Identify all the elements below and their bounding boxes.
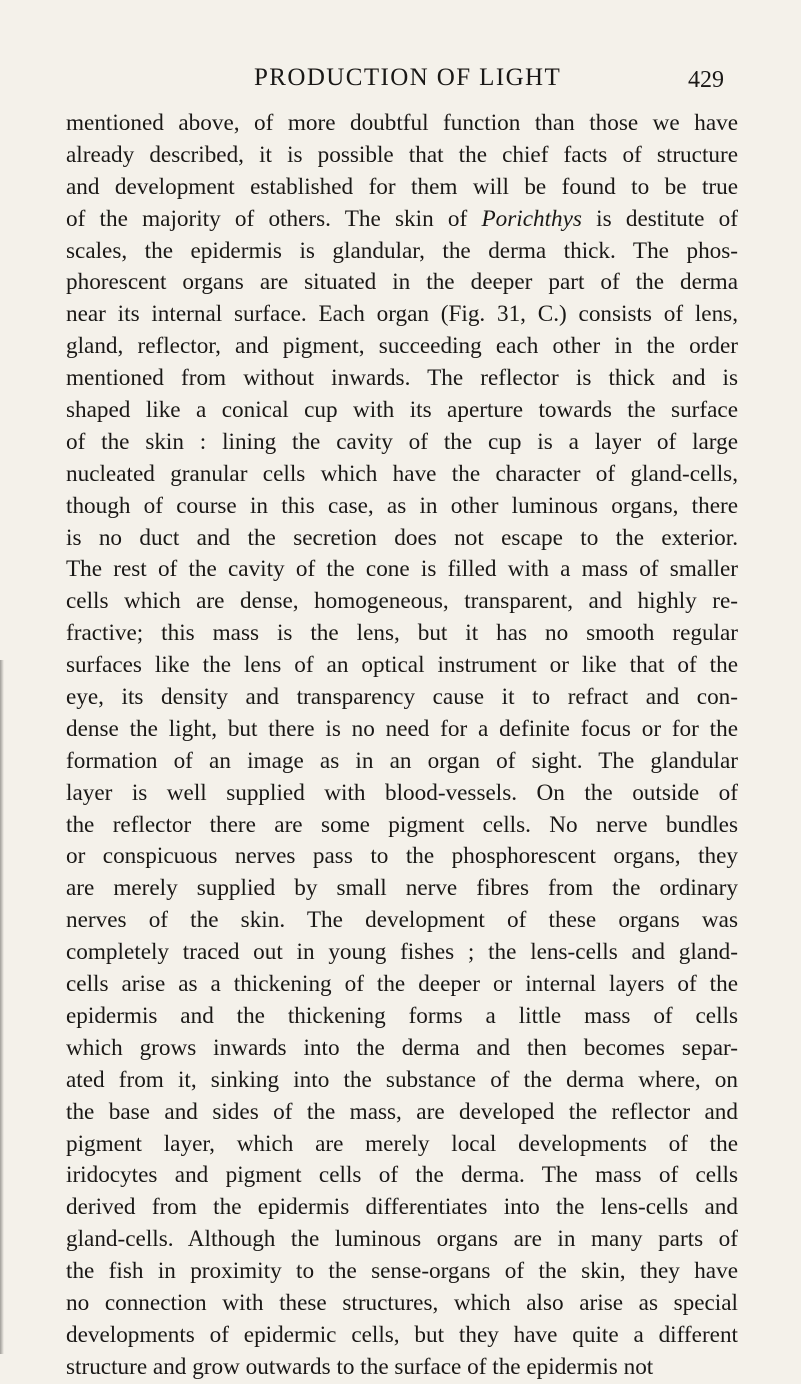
text-line: formation of an image as in an organ of sight. The glandular xyxy=(66,747,738,774)
text-line: the reflector there are some pigment cells. No nerve bundles xyxy=(66,811,738,838)
body-text xyxy=(66,108,738,1384)
page-edge-shadow xyxy=(0,660,4,1354)
text-line: dense the light, but there is no need for a definite focus or for the xyxy=(66,715,738,742)
text-line: mentioned from without inwards. The reflector is thick and is xyxy=(66,365,738,392)
text-line: fractive; this mass is the lens, but it has no smooth regular xyxy=(66,620,738,647)
line-segment: of the majority of others. The skin of xyxy=(66,205,482,232)
text-line: developments of epidermic cells, but they have quite a different xyxy=(66,1321,738,1348)
text-line: the base and sides of the mass, are developed the reflector and xyxy=(66,1098,738,1125)
text-line: ated from it, sinking into the substance of the derma where, on xyxy=(66,1066,738,1093)
text-line: already described, it is possible that the chief facts of structure xyxy=(66,141,738,168)
text-line: shaped like a conical cup with its aperture towards the surface xyxy=(66,397,738,424)
text-line: the fish in proximity to the sense-organs of the skin, they have xyxy=(66,1258,738,1285)
text-line: though of course in this case, as in other luminous organs, there xyxy=(66,492,738,519)
text-line: cells which are dense, homogeneous, transparent, and highly re- xyxy=(66,588,738,615)
text-line: eye, its density and transparency cause it to refract and con- xyxy=(66,684,738,711)
text-line: The rest of the cavity of the cone is filled with a mass of smaller xyxy=(66,556,738,583)
text-line: and development established for them will be found to be true xyxy=(66,173,738,200)
text-line: completely traced out in young fishes ; the lens-cells and gland- xyxy=(66,939,738,966)
text-line: nerves of the skin. The development of these organs was xyxy=(66,907,738,934)
text-line: epidermis and the thickening forms a little mass of cells xyxy=(66,1002,738,1029)
text-line: iridocytes and pigment cells of the derma. The mass of cells xyxy=(66,1162,738,1189)
text-line: derived from the epidermis differentiates into the lens-cells and xyxy=(66,1194,738,1221)
page-number: 429 xyxy=(688,67,724,93)
text-line: which grows inwards into the derma and then becomes separ- xyxy=(66,1034,738,1061)
text-line: is no duct and the secretion does not escape to the exterior. xyxy=(66,524,738,551)
text-line xyxy=(66,204,738,236)
text-line: gland-cells. Although the luminous organs are in many parts of xyxy=(66,1226,738,1253)
text-line: phorescent organs are situated in the deeper part of the derma xyxy=(66,269,738,296)
text-line: scales, the epidermis is glandular, the derma thick. The phos- xyxy=(66,237,738,264)
text-line: cells arise as a thickening of the deeper or internal layers of the xyxy=(66,971,738,998)
text-line: mentioned above, of more doubtful function than those we have xyxy=(66,110,738,136)
text-line: of the skin : lining the cavity of the cup is a layer of large xyxy=(66,428,738,455)
text-line: are merely supplied by small nerve fibres from the ordinary xyxy=(66,875,738,902)
italic-species-name: Porichthys xyxy=(481,205,582,232)
text-line: nucleated granular cells which have the character of gland-cells, xyxy=(66,460,738,487)
text-line: structure and grow outwards to the surface of the epidermis not xyxy=(66,1353,654,1380)
running-head xyxy=(0,58,801,98)
running-title: PRODUCTION OF LIGHT xyxy=(254,64,562,91)
text-line: pigment layer, which are merely local developments of the xyxy=(66,1130,738,1157)
line-segment: is destitute of xyxy=(581,205,738,232)
text-line: surfaces like the lens of an optical instrument or like that of the xyxy=(66,652,738,679)
text-line: no connection with these structures, which also arise as special xyxy=(66,1289,738,1316)
text-line: layer is well supplied with blood-vessels. On the outside of xyxy=(66,779,738,806)
text-line: gland, reflector, and pigment, succeeding each other in the order xyxy=(66,333,738,360)
text-line: near its internal surface. Each organ (Fig. 31, C.) consists of lens, xyxy=(66,301,738,328)
text-line: or conspicuous nerves pass to the phosphorescent organs, they xyxy=(66,843,738,870)
